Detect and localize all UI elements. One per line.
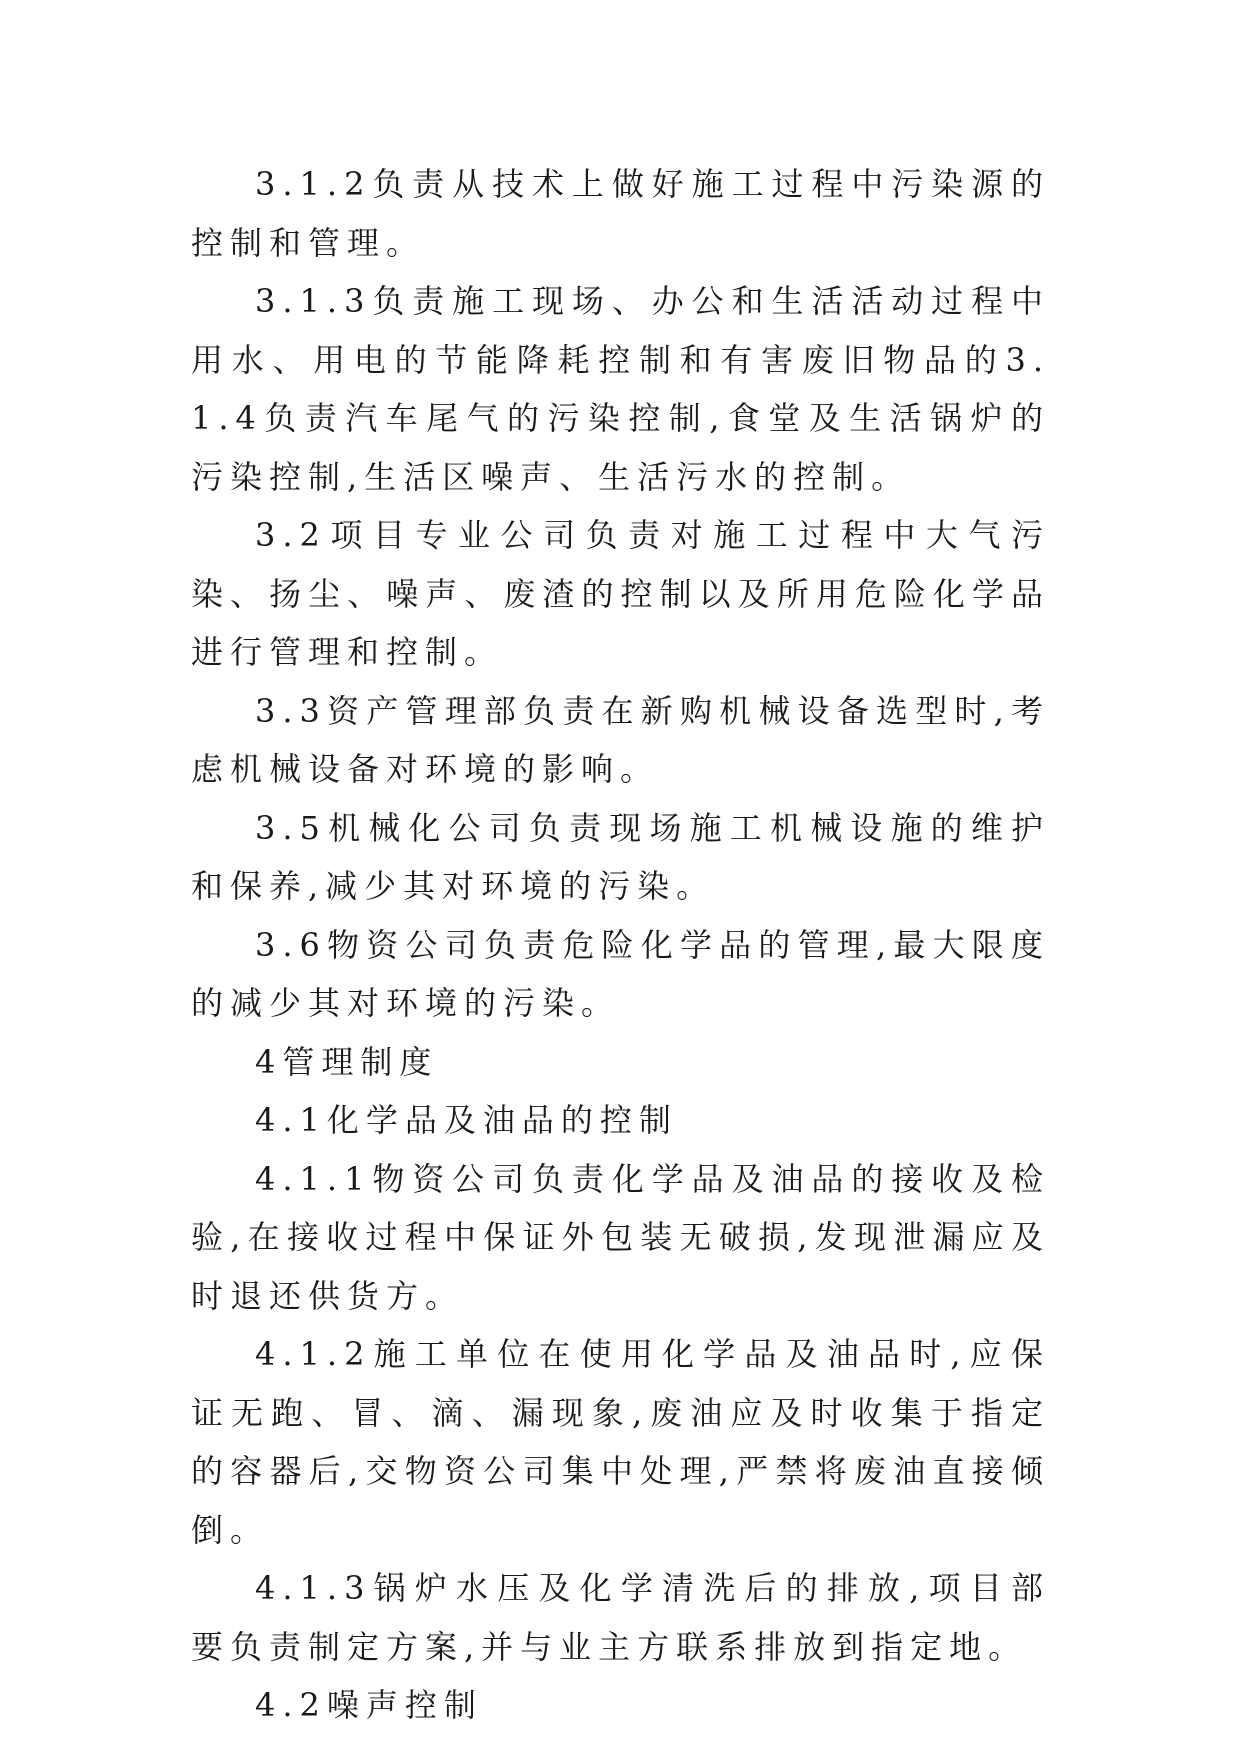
paragraph-4-1-1: 4.1.1物资公司负责化学品及油品的接收及检验,在接收过程中保证外包装无破损,发现泄漏应及时退还供货方。	[191, 1159, 1050, 1315]
paragraph-4-1-2: 4.1.2施工单位在使用化学品及油品时,应保证无跑、冒、滴、漏现象,废油应及时收集于指定的容器后,交物资公司集中处理,严禁将废油直接倾倒。	[191, 1335, 1050, 1549]
paragraph-3-5: 3.5机械化公司负责现场施工机械设施的维护和保养,减少其对环境的污染。	[191, 808, 1050, 905]
paragraph-4-1-3: 4.1.3锅炉水压及化学清洗后的排放,项目部要负责制定方案,并与业主方联系排放到指定地。	[191, 1569, 1050, 1666]
section-heading-4: 4管理制度	[255, 1042, 439, 1081]
section-heading-4-1: 4.1化学品及油品的控制	[255, 1101, 678, 1139]
paragraph-3-1-3: 3.1.3负责施工现场、办公和生活活动过程中用水、用电的节能降耗控制和有害废旧物品的3.1.4负责汽车尾气的污染控制,食堂及生活锅炉的污染控制,生活区噪声、生活污水的控制。	[191, 282, 1050, 496]
paragraph-3-3: 3.3资产管理部负责在新购机械设备选型时,考虑机械设备对环境的影响。	[191, 691, 1050, 788]
document-body	[191, 155, 1050, 1735]
paragraph-3-6: 3.6物资公司负责危险化学品的管理,最大限度的减少其对环境的污染。	[191, 925, 1050, 1022]
section-heading-4-2: 4.2噪声控制	[255, 1686, 483, 1724]
paragraph-3-2: 3.2项目专业公司负责对施工过程中大气污染、扬尘、噪声、废渣的控制以及所用危险化学品进行管理和控制。	[191, 516, 1050, 671]
paragraph-3-1-2: 3.1.2负责从技术上做好施工过程中污染源的控制和管理。	[191, 165, 1050, 262]
